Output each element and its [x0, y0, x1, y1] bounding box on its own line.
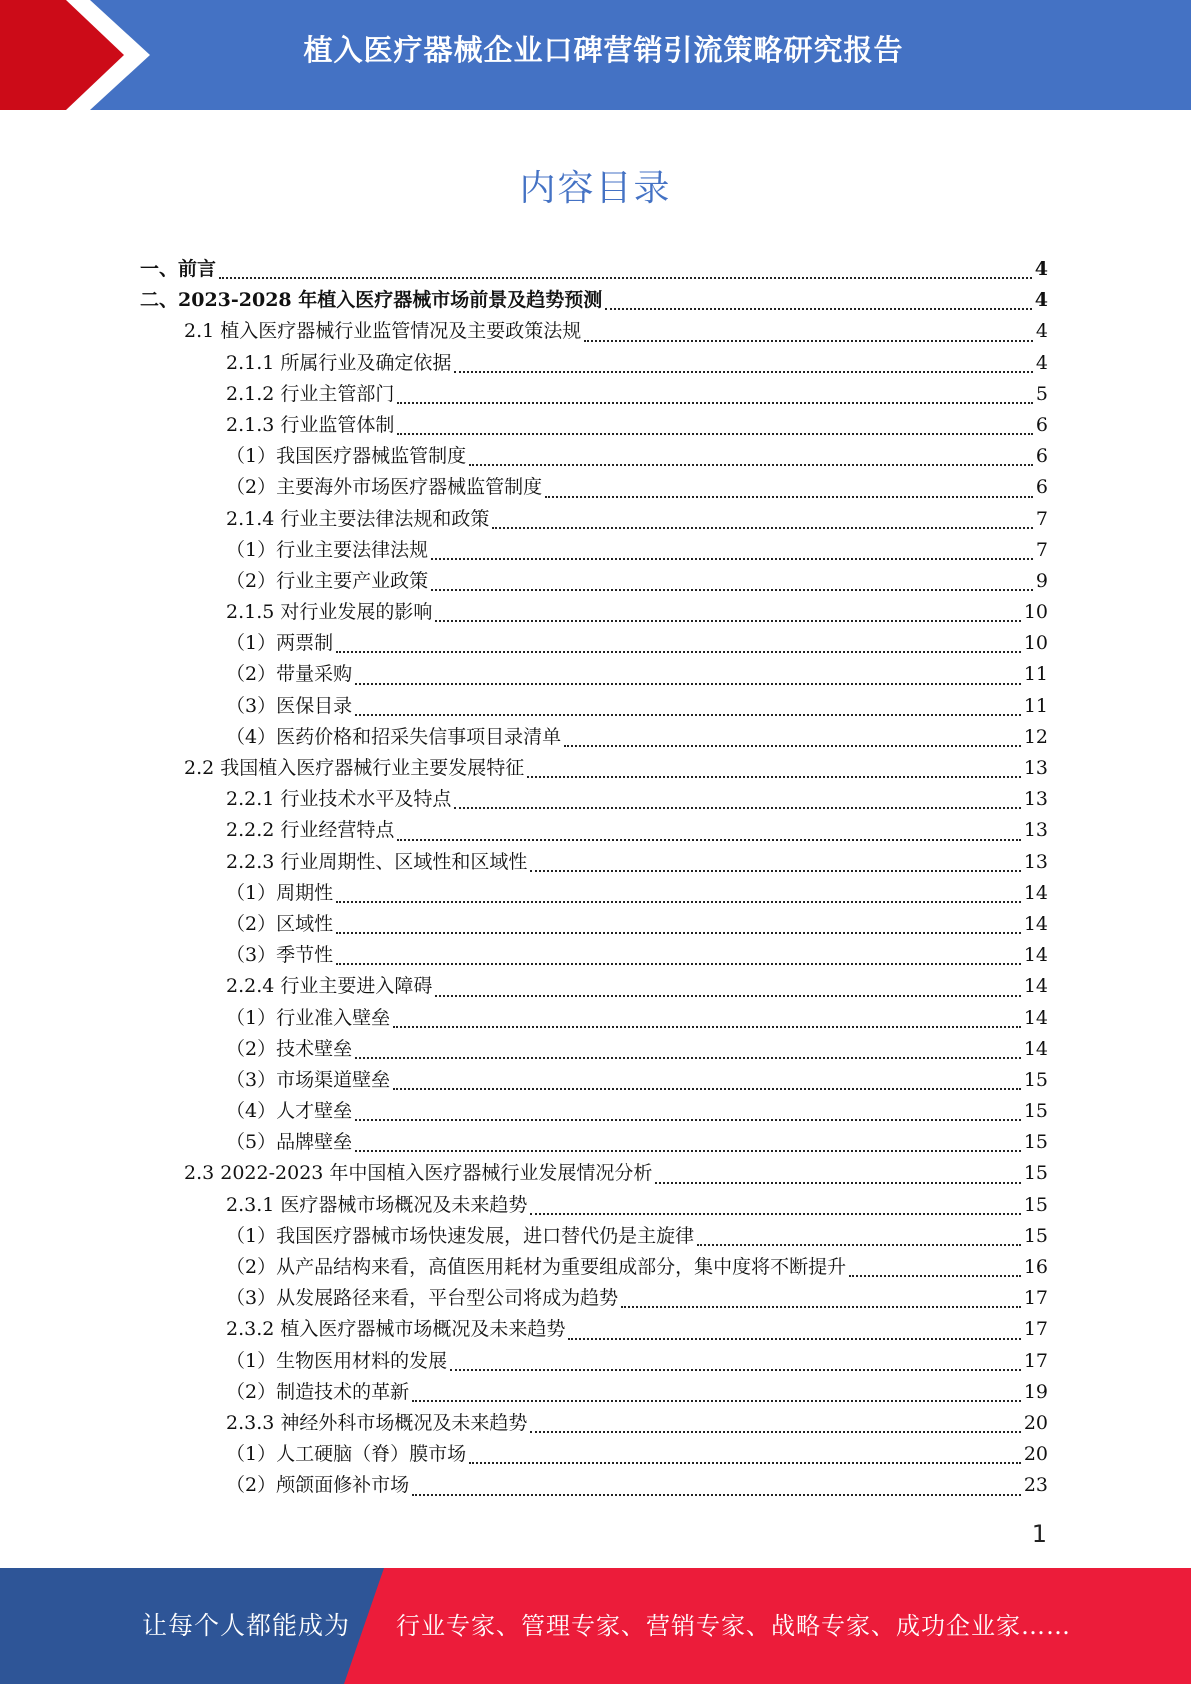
- toc-entry-title: （3）季节性: [226, 944, 334, 967]
- toc-entry-title: 一、前言: [140, 258, 217, 280]
- toc-entry-title: 2.1.1 所属行业及确定依据: [226, 351, 452, 374]
- toc-entry[interactable]: [140, 348, 1048, 379]
- dot-leader: [355, 714, 1021, 716]
- toc-entry[interactable]: [140, 379, 1048, 410]
- toc-entry-title: （1）我国医疗器械监管制度: [226, 445, 467, 468]
- dot-leader: [435, 620, 1020, 622]
- toc-entry-page: 4: [1034, 289, 1048, 312]
- dot-leader: [393, 1026, 1021, 1028]
- toc-entry-page: 15: [1023, 1193, 1048, 1216]
- toc-entry[interactable]: [140, 597, 1048, 628]
- toc-entry-title: （1）两票制: [226, 632, 334, 655]
- toc-entry-title: （1）周期性: [226, 881, 334, 904]
- dot-leader: [336, 963, 1021, 965]
- toc-entry[interactable]: [140, 909, 1048, 940]
- toc-entry[interactable]: [140, 784, 1048, 815]
- dot-leader: [530, 1213, 1020, 1215]
- toc-entry-title: 2.1 植入医疗器械行业监管情况及主要政策法规: [184, 320, 582, 343]
- toc-entry[interactable]: [140, 441, 1048, 472]
- dot-leader: [355, 1057, 1021, 1059]
- dot-leader: [469, 1462, 1021, 1464]
- toc-entry-page: 11: [1023, 694, 1048, 717]
- toc-entry-title: （3）市场渠道壁垒: [226, 1068, 391, 1091]
- toc-entry-page: 7: [1035, 538, 1048, 561]
- toc-entry-title: 2.3.1 医疗器械市场概况及未来趋势: [226, 1193, 528, 1216]
- toc-entry-title: （3）医保目录: [226, 694, 353, 717]
- toc-entry[interactable]: [140, 1283, 1048, 1314]
- toc-entry-page: 10: [1023, 632, 1048, 655]
- toc-entry-page: 14: [1023, 975, 1048, 998]
- footer-slogan-left: 让每个人都能成为: [142, 1611, 351, 1640]
- dot-leader: [697, 1244, 1021, 1246]
- toc-entry[interactable]: [140, 722, 1048, 753]
- dot-leader: [492, 527, 1033, 529]
- toc-entry-page: 20: [1023, 1443, 1048, 1466]
- toc-entry-title: （2）区域性: [226, 912, 334, 935]
- toc-entry[interactable]: [140, 815, 1048, 846]
- toc-entry-title: （1）行业主要法律法规: [226, 538, 429, 561]
- toc-entry-page: 15: [1023, 1162, 1048, 1185]
- footer-banner: [0, 1568, 1191, 1684]
- toc-entry-title: 2.1.2 行业主管部门: [226, 382, 395, 405]
- toc-entry-title: （2）带量采购: [226, 663, 353, 686]
- dot-leader: [568, 1338, 1020, 1340]
- footer-slogan-right: 行业专家、管理专家、营销专家、战略专家、成功企业家……: [396, 1612, 1071, 1640]
- toc-entry-page: 15: [1023, 1068, 1048, 1091]
- toc-entry[interactable]: [140, 1190, 1048, 1221]
- dot-leader: [412, 1400, 1021, 1402]
- toc-entry-page: 14: [1023, 1006, 1048, 1029]
- toc-entry-page: 10: [1023, 601, 1048, 624]
- toc-entry-page: 14: [1023, 1037, 1048, 1060]
- toc-entry[interactable]: [140, 1314, 1048, 1345]
- dot-leader: [336, 901, 1021, 903]
- toc-entry-page: 14: [1023, 912, 1048, 935]
- toc-entry-title: 2.3.3 神经外科市场概况及未来趋势: [226, 1411, 528, 1434]
- toc-entry-page: 11: [1023, 663, 1048, 686]
- dot-leader: [655, 1182, 1020, 1184]
- toc-entry-title: 2.2.1 行业技术水平及特点: [226, 788, 452, 811]
- dot-leader: [355, 1150, 1021, 1152]
- toc-entry[interactable]: [140, 691, 1048, 722]
- dot-leader: [530, 870, 1020, 872]
- toc-entry-page: 17: [1023, 1287, 1048, 1310]
- toc-entry-page: 17: [1023, 1318, 1048, 1341]
- toc-heading: 内容目录: [519, 168, 672, 209]
- toc-entry[interactable]: [140, 1096, 1048, 1127]
- toc-entry-title: （2）主要海外市场医疗器械监管制度: [226, 476, 543, 499]
- page-number: 1: [1031, 1520, 1047, 1548]
- toc-entry-title: （1）人工硬脑（脊）膜市场: [226, 1443, 467, 1466]
- toc-entry[interactable]: [140, 1158, 1048, 1189]
- toc-entry-title: （2）制造技术的革新: [226, 1380, 410, 1403]
- toc-entry-page: 17: [1023, 1349, 1048, 1372]
- dot-leader: [336, 651, 1021, 653]
- toc-entry[interactable]: [140, 254, 1048, 285]
- toc-entry-title: （2）从产品结构来看，高值医用耗材为重要组成部分，集中度将不断提升: [226, 1256, 847, 1278]
- toc-entry-page: 16: [1023, 1256, 1048, 1278]
- dot-leader: [431, 589, 1033, 591]
- table-of-contents: [140, 254, 1048, 1502]
- toc-entry-page: 4: [1035, 351, 1048, 374]
- header-banner: [0, 0, 1191, 110]
- toc-entry[interactable]: [140, 1439, 1048, 1470]
- toc-entry[interactable]: [140, 1003, 1048, 1034]
- toc-entry-title: （2）技术壁垒: [226, 1037, 353, 1060]
- toc-entry[interactable]: [140, 316, 1048, 347]
- toc-entry-title: 2.1.5 对行业发展的影响: [226, 601, 433, 624]
- toc-entry-title: （2）行业主要产业政策: [226, 569, 429, 592]
- toc-entry[interactable]: [140, 410, 1048, 441]
- dot-leader: [431, 558, 1033, 560]
- dot-leader: [393, 1088, 1021, 1090]
- dot-leader: [355, 1119, 1021, 1121]
- toc-entry[interactable]: [140, 659, 1048, 690]
- toc-entry-page: 15: [1023, 1131, 1048, 1154]
- toc-entry-title: （3）从发展路径来看，平台型公司将成为趋势: [226, 1287, 619, 1310]
- dot-leader: [564, 745, 1021, 747]
- toc-entry-title: 2.1.3 行业监管体制: [226, 413, 395, 436]
- toc-entry[interactable]: [140, 753, 1048, 784]
- dot-leader: [621, 1306, 1021, 1308]
- toc-entry-title: 2.2 我国植入医疗器械行业主要发展特征: [184, 757, 525, 779]
- toc-entry-page: 20: [1023, 1411, 1048, 1434]
- toc-entry-title: （4）人才壁垒: [226, 1100, 353, 1123]
- toc-entry-title: 2.3.2 植入医疗器械市场概况及未来趋势: [226, 1318, 566, 1341]
- toc-entry-page: 23: [1023, 1474, 1048, 1497]
- dot-leader: [397, 839, 1020, 841]
- toc-entry-title: （1）行业准入壁垒: [226, 1006, 391, 1029]
- toc-entry-title: （1）我国医疗器械市场快速发展，进口替代仍是主旋律: [226, 1224, 695, 1247]
- toc-entry[interactable]: [140, 1470, 1048, 1501]
- toc-entry[interactable]: [140, 1065, 1048, 1096]
- toc-entry-page: 12: [1023, 725, 1048, 748]
- dot-leader: [527, 776, 1021, 778]
- dot-leader: [454, 371, 1033, 373]
- toc-entry[interactable]: [140, 535, 1048, 566]
- toc-entry-title: 2.2.2 行业经营特点: [226, 819, 395, 842]
- dot-leader: [584, 340, 1033, 342]
- toc-entry[interactable]: [140, 1377, 1048, 1408]
- toc-entry-page: 6: [1035, 476, 1048, 499]
- dot-leader: [849, 1275, 1021, 1277]
- toc-entry[interactable]: [140, 878, 1048, 909]
- toc-entry-page: 15: [1023, 1224, 1048, 1247]
- toc-entry[interactable]: [140, 504, 1048, 535]
- toc-entry[interactable]: [140, 566, 1048, 597]
- dot-leader: [454, 807, 1020, 809]
- toc-entry-title: 2.2.3 行业周期性、区域性和区域性: [226, 850, 528, 873]
- dot-leader: [545, 496, 1033, 498]
- toc-entry[interactable]: [140, 971, 1048, 1002]
- toc-entry-page: 5: [1035, 382, 1048, 405]
- toc-entry-page: 6: [1035, 413, 1048, 436]
- dot-leader: [397, 433, 1033, 435]
- toc-entry-page: 15: [1023, 1100, 1048, 1123]
- toc-entry[interactable]: [140, 847, 1048, 878]
- toc-entry-page: 19: [1023, 1380, 1048, 1403]
- toc-entry[interactable]: [140, 1034, 1048, 1065]
- toc-entry[interactable]: [140, 1346, 1048, 1377]
- toc-entry-title: （5）品牌壁垒: [226, 1131, 353, 1154]
- toc-entry[interactable]: [140, 472, 1048, 503]
- toc-entry-title: 2.3 2022-2023 年中国植入医疗器械行业发展情况分析: [184, 1162, 653, 1185]
- toc-entry[interactable]: [140, 1252, 1048, 1283]
- toc-entry-title: （2）颅颌面修补市场: [226, 1474, 410, 1497]
- toc-entry-title: （4）医药价格和招采失信事项目录清单: [226, 725, 562, 748]
- dot-leader: [219, 277, 1032, 279]
- toc-entry[interactable]: [140, 628, 1048, 659]
- dot-leader: [530, 1431, 1020, 1433]
- dot-leader: [397, 402, 1033, 404]
- dot-leader: [336, 932, 1021, 934]
- toc-entry[interactable]: [140, 285, 1048, 316]
- dot-leader: [412, 1494, 1021, 1496]
- toc-entry-page: 14: [1023, 944, 1048, 967]
- toc-entry[interactable]: [140, 940, 1048, 971]
- toc-entry-page: 4: [1034, 258, 1048, 280]
- dot-leader: [469, 464, 1033, 466]
- toc-entry[interactable]: [140, 1408, 1048, 1439]
- toc-entry-page: 7: [1035, 507, 1048, 530]
- dot-leader: [605, 308, 1032, 310]
- toc-entry-title: 2.2.4 行业主要进入障碍: [226, 975, 433, 998]
- toc-entry-page: 9: [1035, 569, 1048, 592]
- toc-entry-page: 6: [1035, 445, 1048, 468]
- toc-entry-page: 13: [1023, 788, 1048, 811]
- toc-entry-page: 13: [1023, 850, 1048, 873]
- dot-leader: [435, 995, 1020, 997]
- dot-leader: [450, 1369, 1021, 1371]
- toc-entry-page: 13: [1023, 819, 1048, 842]
- report-title: 植入医疗器械企业口碑营销引流策略研究报告: [303, 33, 904, 67]
- toc-entry-page: 14: [1023, 881, 1048, 904]
- toc-entry-page: 13: [1023, 757, 1048, 779]
- toc-entry-title: 二、2023-2028 年植入医疗器械市场前景及趋势预测: [140, 289, 603, 312]
- toc-entry[interactable]: [140, 1221, 1048, 1252]
- toc-entry-page: 4: [1035, 320, 1048, 343]
- toc-entry[interactable]: [140, 1127, 1048, 1158]
- toc-entry-title: （1）生物医用材料的发展: [226, 1349, 448, 1372]
- dot-leader: [355, 683, 1021, 685]
- toc-entry-title: 2.1.4 行业主要法律法规和政策: [226, 507, 490, 530]
